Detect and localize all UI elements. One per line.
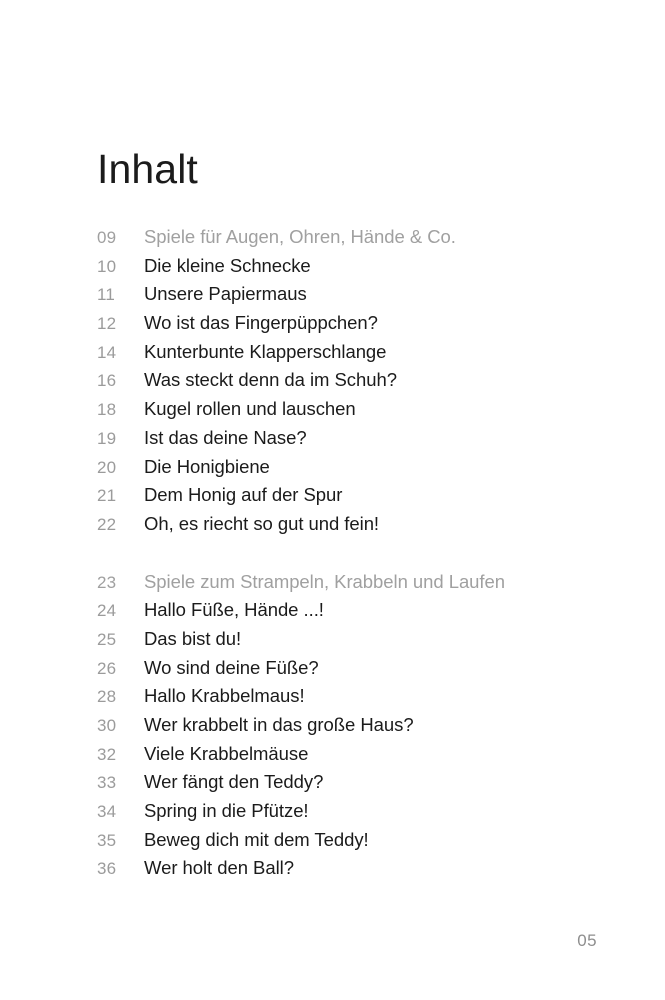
toc-entry-label: Wer holt den Ball? [144,857,294,879]
toc-entry[interactable] [97,857,597,886]
toc-section-heading-label: Spiele zum Strampeln, Krabbeln und Laufen [144,570,505,592]
toc-entry-label: Ist das deine Nase? [144,426,307,448]
toc-entry-page: 30 [97,716,117,735]
toc-entry-label: Das bist du! [144,627,242,649]
toc-entry[interactable] [97,829,597,858]
page-title: Inhalt [97,146,198,193]
toc-entry-page: 10 [97,256,117,276]
toc-entry[interactable] [97,685,597,714]
toc-entry-page: 11 [97,285,116,305]
toc-entry[interactable] [97,657,597,686]
toc-entry-page: 26 [97,658,117,678]
toc-entry-page: 28 [97,687,117,707]
folio-page-number: 05 [577,931,597,950]
toc-entry-label: Wo sind deine Füße? [144,656,319,678]
toc-entry-page: 16 [97,371,117,391]
toc-entry[interactable] [97,800,597,829]
toc-section-heading-page: 09 [97,228,117,247]
toc-entry-label: Dem Honig auf der Spur [144,484,343,506]
toc-entry[interactable] [97,456,597,485]
toc-section [97,571,597,887]
toc-entry-page: 20 [97,457,117,477]
toc-entry[interactable] [97,312,597,341]
toc-entry-label: Hallo Füße, Hände ...! [144,599,324,621]
toc-entry[interactable] [97,743,597,772]
toc-entry[interactable] [97,771,597,800]
toc-entry-label: Wer fängt den Teddy? [144,771,324,793]
toc-entry-label: Oh, es riecht so gut und fein! [144,512,380,534]
toc-entry[interactable] [97,513,597,542]
toc-entry-label: Die kleine Schnecke [144,254,311,276]
toc-entry[interactable] [97,369,597,398]
toc-entry[interactable] [97,714,597,743]
toc-entry-label: Wo ist das Fingerpüppchen? [144,312,378,334]
toc-entry-page: 22 [97,514,117,534]
toc-entry-label: Viele Krabbelmäuse [144,742,309,764]
toc-section-heading[interactable] [97,226,597,255]
toc-entry-label: Kunterbunte Klapperschlange [144,340,387,362]
toc-entry-page: 19 [97,428,117,448]
toc-entry[interactable] [97,427,597,456]
toc-section [97,226,597,542]
toc-section-heading-label: Spiele für Augen, Ohren, Hände & Co. [144,226,456,247]
toc-entry-page: 32 [97,744,117,764]
toc-entry-page: 18 [97,400,117,420]
toc-entry[interactable] [97,283,597,312]
toc-entry[interactable] [97,484,597,513]
toc-section-heading[interactable] [97,571,597,600]
toc-entry-page: 33 [97,773,117,793]
toc-entry[interactable] [97,398,597,427]
toc-entry-page: 35 [97,830,117,850]
toc-entry-page: 12 [97,314,117,334]
toc-entry-label: Was steckt denn da im Schuh? [144,369,397,391]
toc-entry-page: 21 [97,486,117,506]
toc-entry-label: Die Honigbiene [144,455,270,477]
toc-entry-label: Hallo Krabbelmaus! [144,685,305,707]
toc-entry-page: 36 [97,859,117,879]
toc-section-heading-page: 23 [97,572,117,592]
toc-entry-label: Spring in die Pfütze! [144,800,309,822]
toc-entry-page: 34 [97,802,117,822]
toc-entry[interactable] [97,599,597,628]
toc-entry[interactable] [97,341,597,370]
toc-entry[interactable] [97,255,597,284]
toc-entry-label: Wer krabbelt in das große Haus? [144,714,414,735]
toc-entry[interactable] [97,628,597,657]
toc-entry-label: Beweg dich mit dem Teddy! [144,828,369,850]
toc-entry-page: 24 [97,601,117,621]
toc-entry-label: Unsere Papiermaus [144,283,307,305]
toc-entry-page: 14 [97,342,117,362]
toc-entry-label: Kugel rollen und lauschen [144,398,356,420]
toc-entry-page: 25 [97,629,117,649]
table-of-contents [97,226,597,886]
